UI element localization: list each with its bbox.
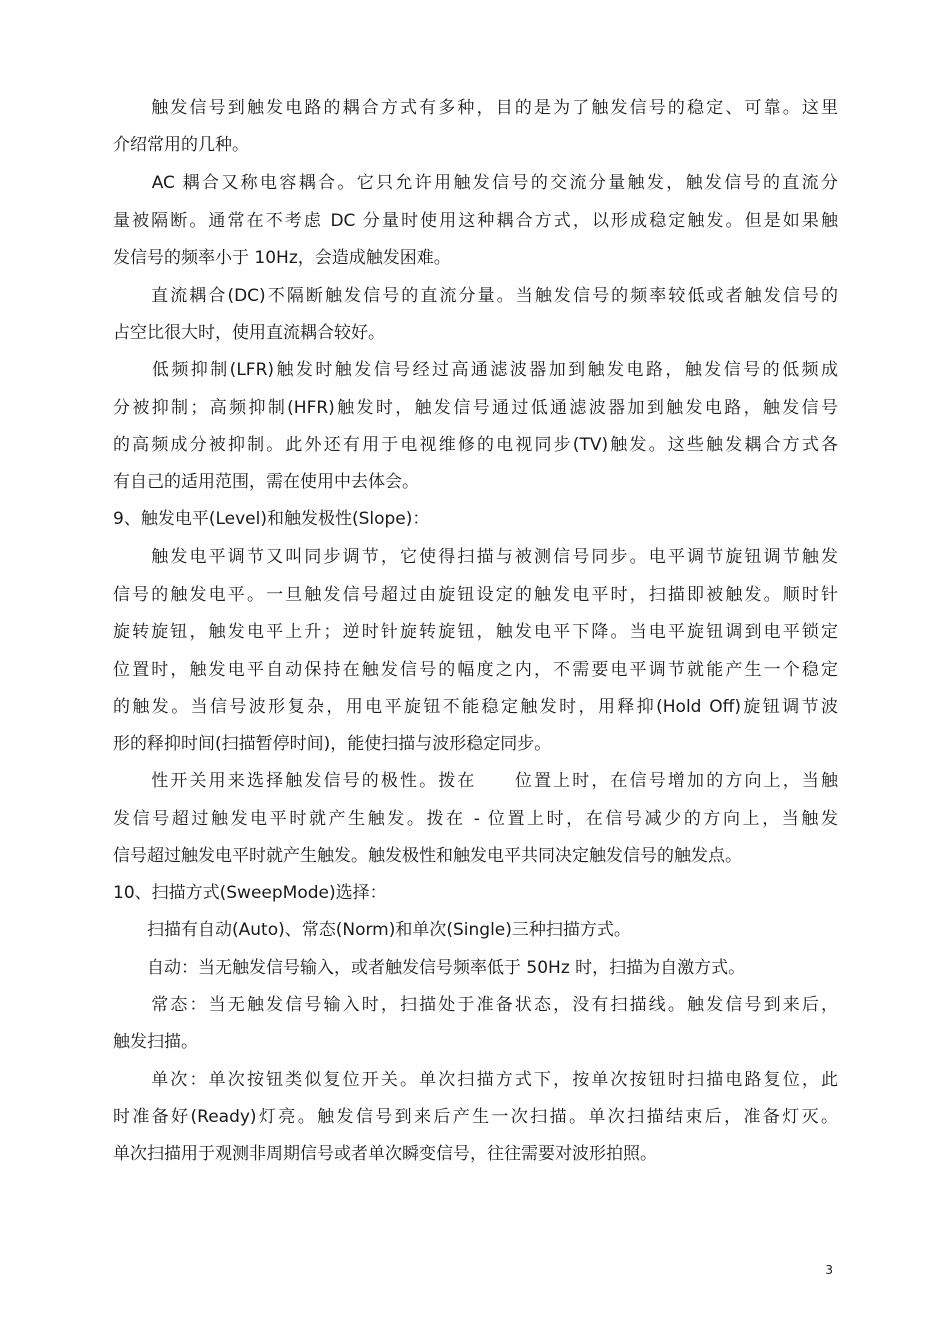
text-line: 触发信号到触发电路的耦合方式有多种，目的是为了触发信号的稳定、可靠。这里 — [113, 98, 838, 118]
text-line: 介绍常用的几种。 — [113, 135, 249, 155]
page-number: 3 — [825, 1263, 833, 1277]
text-line: 分被抑制；高频抑制(HFR)触发时，触发信号通过低通滤波器加到触发电路，触发信号 — [113, 398, 838, 418]
text-line: 扫描有自动(Auto)、常态(Norm)和单次(Single)三种扫描方式。 — [113, 920, 631, 940]
text-line: 有自己的适用范围，需在使用中去体会。 — [113, 472, 419, 492]
text-line: 性开关用来选择触发信号的极性。拨在 位置上时，在信号增加的方向上，当触 — [113, 771, 838, 791]
text-line: 触发电平调节又叫同步调节，它使得扫描与被测信号同步。电平调节旋钮调节触发 — [113, 547, 838, 567]
text-line: 形的释抑时间(扫描暂停时间)，能使扫描与波形稳定同步。 — [113, 734, 552, 754]
text-line: 占空比很大时，使用直流耦合较好。 — [113, 323, 385, 343]
text-line: 信号的触发电平。一旦触发信号超过由旋钮设定的触发电平时，扫描即被触发。顺时针 — [113, 585, 838, 605]
section-heading: 9、触发电平(Level)和触发极性(Slope)： — [113, 509, 430, 529]
text-line: 发信号超过触发电平时就产生触发。拨在 - 位置上时，在信号减少的方向上，当触发 — [113, 809, 838, 829]
text-line: 触发扫描。 — [113, 1032, 198, 1052]
text-line: 常态：当无触发信号输入时，扫描处于准备状态，没有扫描线。触发信号到来后， — [113, 995, 838, 1015]
section-heading: 10、扫描方式(SweepMode)选择： — [113, 883, 387, 903]
text-line: 的触发。当信号波形复杂，用电平旋钮不能稳定触发时，用释抑(Hold Off)旋钮调节波 — [113, 697, 838, 717]
text-line: 自动：当无触发信号输入，或者触发信号频率低于 50Hz 时，扫描为自激方式。 — [113, 958, 746, 978]
text-line: 位置时，触发电平自动保持在触发信号的幅度之内，不需要电平调节就能产生一个稳定 — [113, 660, 838, 680]
text-line: 发信号的频率小于 10Hz，会造成触发困难。 — [113, 248, 451, 268]
text-line: 的高频成分被抑制。此外还有用于电视维修的电视同步(TV)触发。这些触发耦合方式各 — [113, 435, 838, 455]
text-line: 直流耦合(DC)不隔断触发信号的直流分量。当触发信号的频率较低或者触发信号的 — [113, 286, 838, 306]
text-line: 单次：单次按钮类似复位开关。单次扫描方式下，按单次按钮时扫描电路复位，此 — [113, 1070, 838, 1090]
text-line: 单次扫描用于观测非周期信号或者单次瞬变信号，往往需要对波形拍照。 — [113, 1144, 657, 1164]
text-line: 量被隔断。通常在不考虑 DC 分量时使用这种耦合方式，以形成稳定触发。但是如果触 — [113, 211, 838, 231]
text-line: AC 耦合又称电容耦合。它只允许用触发信号的交流分量触发，触发信号的直流分 — [113, 173, 838, 193]
text-line: 低频抑制(LFR)触发时触发信号经过高通滤波器加到触发电路，触发信号的低频成 — [113, 360, 838, 380]
text-line: 旋转旋钮，触发电平上升；逆时针旋转旋钮，触发电平下降。当电平旋钮调到电平锁定 — [113, 622, 838, 642]
text-line: 时准备好(Ready)灯亮。触发信号到来后产生一次扫描。单次扫描结束后，准备灯灭。 — [113, 1107, 838, 1127]
text-line: 信号超过触发电平时就产生触发。触发极性和触发电平共同决定触发信号的触发点。 — [113, 846, 742, 866]
